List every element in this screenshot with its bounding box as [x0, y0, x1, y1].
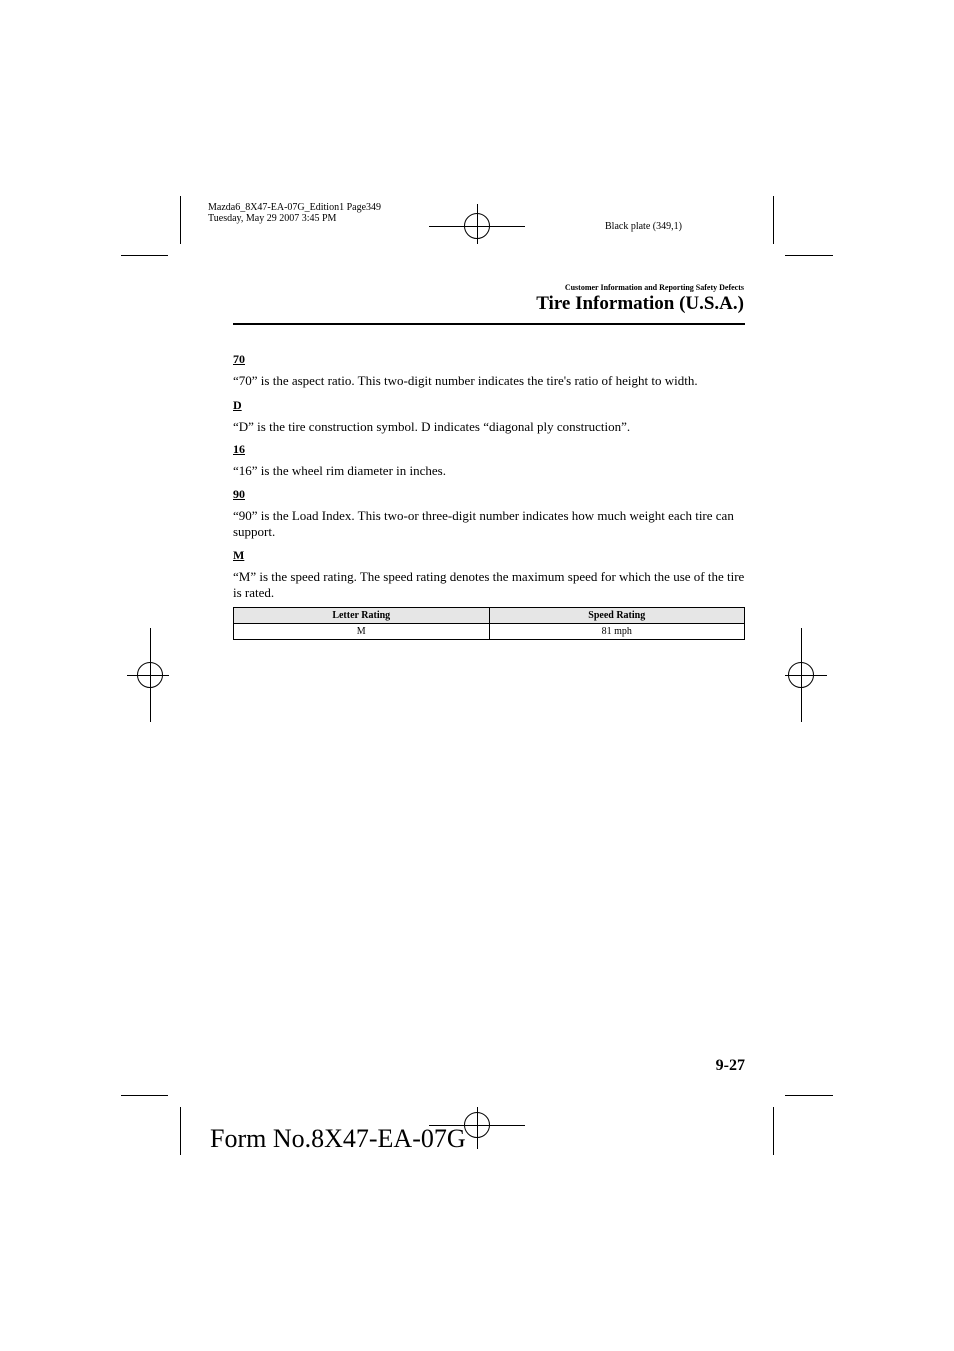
print-file-line: Mazda6_8X47-EA-07G_Edition1 Page349 [208, 202, 382, 213]
crop-mark-top-left-vertical [180, 196, 181, 244]
registration-mark-top-circle [464, 213, 490, 239]
term-90: 90 [233, 487, 245, 501]
form-number: Form No.8X47-EA-07G [210, 1124, 466, 1153]
page-title: Tire Information (U.S.A.) [536, 293, 744, 314]
table-cell-letter: M [234, 624, 490, 640]
paragraph-d: “D” is the tire construction symbol. D indicates “diagonal ply construction”. [233, 419, 631, 434]
crop-mark-bottom-right-horizontal [785, 1095, 833, 1096]
registration-mark-left-circle [137, 662, 163, 688]
title-rule [233, 323, 745, 325]
print-date-line: Tuesday, May 29 2007 3:45 PM [208, 213, 337, 224]
crop-mark-top-left-horizontal [121, 255, 168, 256]
table-header-letter-rating: Letter Rating [234, 608, 490, 624]
crop-mark-bottom-left-horizontal [121, 1095, 168, 1096]
plate-label: Black plate (349,1) [605, 221, 682, 232]
crop-mark-bottom-left-vertical [180, 1107, 181, 1155]
registration-mark-right-circle [788, 662, 814, 688]
term-d: D [233, 398, 242, 412]
crop-mark-top-right-vertical [773, 196, 774, 244]
term-70: 70 [233, 352, 245, 366]
table-header-speed-rating: Speed Rating [489, 608, 745, 624]
registration-mark-bottom-circle [464, 1112, 490, 1138]
speed-rating-table [233, 607, 745, 640]
crop-mark-top-right-horizontal [785, 255, 833, 256]
term-m: M [233, 548, 245, 562]
table-cell-speed: 81 mph [489, 624, 745, 640]
crop-mark-bottom-right-vertical [773, 1107, 774, 1155]
term-16: 16 [233, 442, 245, 456]
paragraph-90: “90” is the Load Index. This two-or three-digit number indicates how much weight each tire can support. [233, 508, 734, 539]
paragraph-m: “M” is the speed rating. The speed rating denotes the maximum speed for which the use of the tire is rated. [233, 569, 745, 600]
table-header-row [234, 608, 745, 624]
table-row [234, 624, 745, 640]
paragraph-16: “16” is the wheel rim diameter in inches. [233, 463, 446, 478]
page-number: 9-27 [715, 1057, 745, 1074]
paragraph-70: “70” is the aspect ratio. This two-digit number indicates the tire's ratio of height to width. [233, 373, 698, 388]
section-category: Customer Information and Reporting Safety Defects [564, 283, 744, 292]
